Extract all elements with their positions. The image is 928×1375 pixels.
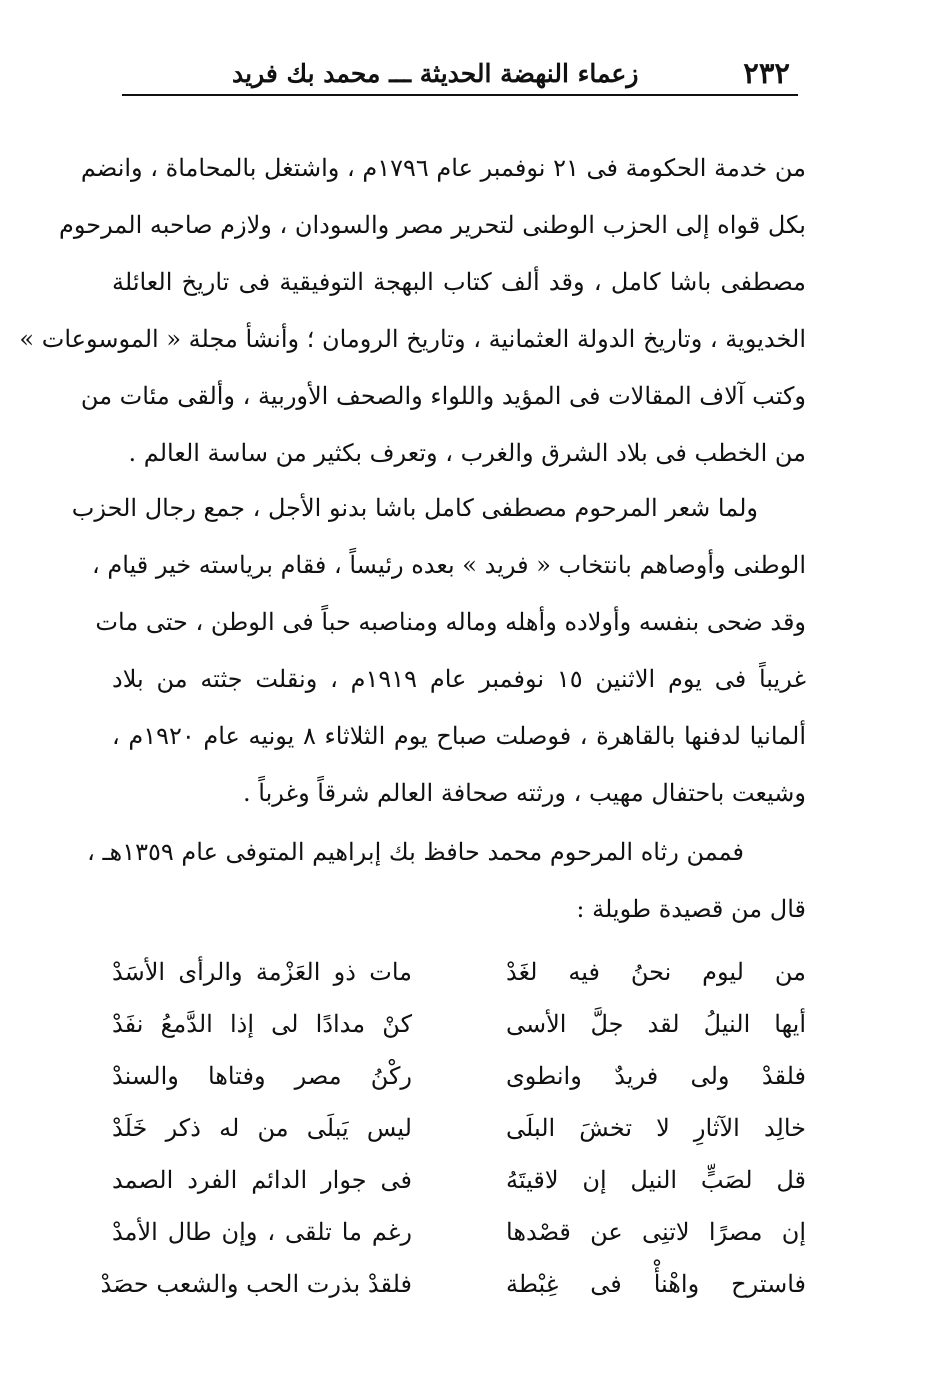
- second-hemistich: فلقدْ بذرت الحب والشعب حصَدْ: [100, 1270, 412, 1298]
- text-line: من خدمة الحكومة فى ٢١ نوفمبر عام ١٧٩٦م ، واشتغل بالمحاماة ، وانضم: [80, 154, 806, 182]
- text-line: الوطنى وأوصاهم بانتخاب « فريد » بعده رئيساً ، فقام برياسته خير قيام ،: [91, 551, 806, 579]
- text-line: فممن رثاه المرحوم محمد حافظ بك إبراهيم المتوفى عام ١٣٥٩هـ ،: [87, 838, 744, 866]
- text-line: غريباً فى يوم الاثنين ١٥ نوفمبر عام ١٩١٩م ، ونقلت جثته من بلاد: [112, 665, 807, 693]
- text-line: وشيعت باحتفال مهيب ، ورثته صحافة العالم شرقاً وغرباً .: [243, 779, 806, 807]
- poem-verse: [112, 1206, 806, 1258]
- first-hemistich: أيها النيلُ لقد جلَّ الأسى: [506, 1010, 806, 1038]
- first-hemistich: إن مصرًا لاتنِى عن قصْدها: [506, 1218, 806, 1246]
- first-hemistich: قل لصَبٍّ النيل إن لاقيتَهُ: [506, 1166, 806, 1194]
- second-hemistich: مات ذو العَزْمة والرأى الأسَدْ: [112, 958, 412, 986]
- first-hemistich: خالِد الآثارِ لا تخشَ البلَى: [506, 1114, 806, 1142]
- second-hemistich: ليس يَبلَى من له ذكر خَلَدْ: [112, 1114, 412, 1142]
- poem-verse: [112, 1154, 806, 1206]
- poem-verse: [112, 1102, 806, 1154]
- poem-verse: [112, 946, 806, 998]
- poem-verse: [100, 1258, 806, 1310]
- paragraph-3: [87, 824, 806, 938]
- second-hemistich: فى جوار الدائم الفرد الصمد: [112, 1166, 412, 1194]
- paragraph-1: [19, 140, 806, 482]
- second-hemistich: ركْنُ مصر وفتاها والسندْ: [112, 1062, 412, 1090]
- text-line: ألمانيا لدفنها بالقاهرة ، فوصلت صباح يوم الثلاثاء ٨ يونيه عام ١٩٢٠م ،: [112, 722, 807, 750]
- text-line: مصطفى باشا كامل ، وقد ألف كتاب البهجة التوفيقية فى تاريخ العائلة: [112, 268, 806, 296]
- paragraph-2: [71, 480, 807, 822]
- text-line: وقد ضحى بنفسه وأولاده وأهله وماله ومناصبه حباً فى الوطن ، حتى مات: [95, 608, 806, 636]
- poem-verse: [112, 1050, 806, 1102]
- text-line: الخديوية ، وتاريخ الدولة العثمانية ، وتاريخ الرومان ؛ وأنشأ مجلة « الموسوعات »: [19, 325, 806, 353]
- page-number: ٢٣٢: [743, 56, 790, 90]
- text-line: قال من قصيدة طويلة :: [576, 895, 806, 923]
- text-line: وكتب آلاف المقالات فى المؤيد واللواء والصحف الأوربية ، وألقى مئات من: [80, 382, 806, 410]
- poem: [100, 946, 806, 1310]
- second-hemistich: كنْ مدادًا لى إذا الدَّمعُ نفَدْ: [112, 1010, 412, 1038]
- first-hemistich: فاسترح واهْنأْ فى غِبْطة: [506, 1270, 806, 1298]
- running-title: زعماء النهضة الحديثة ـــ محمد بك فريد: [232, 58, 639, 88]
- second-hemistich: رغم ما تلقى ، وإن طال الأمدْ: [112, 1218, 412, 1246]
- text-line: من الخطب فى بلاد الشرق والغرب ، وتعرف بكثير من ساسة العالم .: [128, 439, 806, 467]
- page-header: [122, 52, 798, 96]
- poem-verse: [112, 998, 806, 1050]
- first-hemistich: فلقدْ ولى فريدٌ وانطوى: [506, 1062, 806, 1090]
- first-hemistich: من ليوم نحنُ فيه لغَدْ: [506, 958, 806, 986]
- text-line: ولما شعر المرحوم مصطفى كامل باشا بدنو الأجل ، جمع رجال الحزب: [71, 494, 758, 522]
- text-line: بكل قواه إلى الحزب الوطنى لتحرير مصر والسودان ، ولازم صاحبه المرحوم: [59, 211, 806, 239]
